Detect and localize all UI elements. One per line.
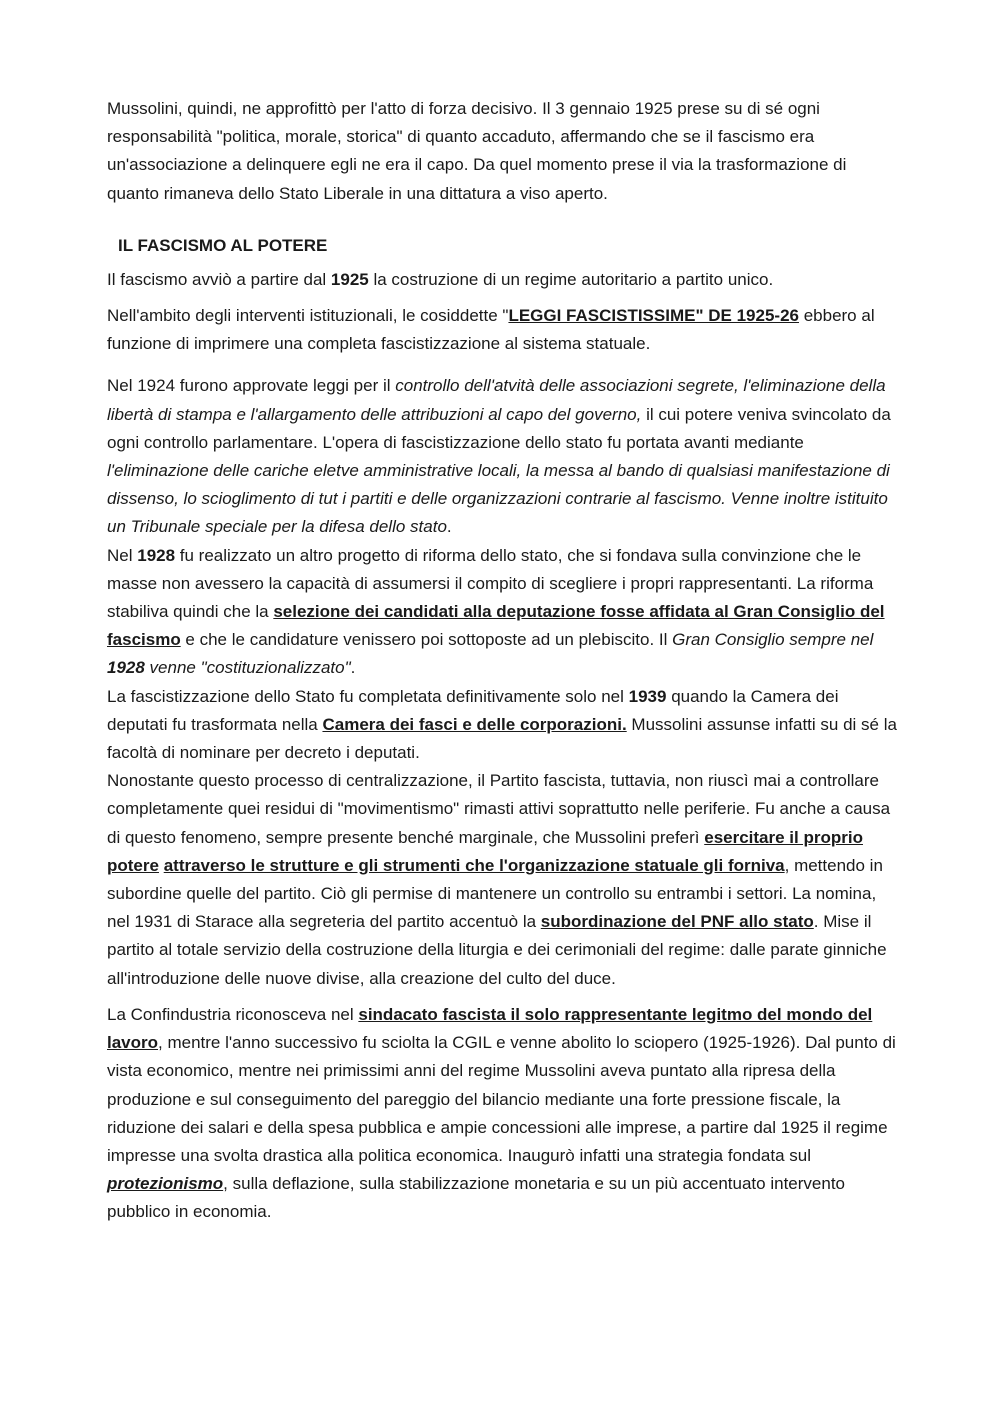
underlined-term: Camera dei fasci e delle corporazioni. (322, 714, 627, 734)
paragraph-1939-camera: La fascistizzazione dello Stato fu completata definitivamente solo nel 1939 quando la Camera dei deputati fu trasformata nella Camera dei fasci e delle corporazioni. Mussolini assunse infatti su di sé la facoltà di nominare per decreto i deputati. (107, 686, 897, 763)
underlined-term: esercitare il proprio potere (107, 827, 863, 875)
underlined-term: subordinazione del PNF allo stato (540, 912, 814, 932)
paragraph-leggi-fascistissime: Nell'ambito degli interventi istituzionali, le cosiddette "LEGGI FASCISTISSIME" DE 1925-26 ebbero al funzione di imprimere una completa fascistizzazione al sistema statuale. (107, 306, 875, 354)
paragraph-movimentismo: Nonostante questo processo di centralizzazione, il Partito fascista, tuttavia, non riuscì mai a controllare completamente quei residui di "movimentismo" rimasti attivi soprattutto nelle periferie. Fu anche a causa di questo fenomeno, sempre presente benché marginale, che Mussolini preferì esercitare il proprio potere attraverso le strutture e gli strumenti che l'organizzazione statuale gli forniva, mettendo in subordine quelle del partito. Ciò gli permise di mantenere un controllo su entrambi i settori. La nomina, nel 1931 di Starace alla segreteria del partito accentuò la subordinazione del PNF allo stato. Mise il partito al totale servizio della costruzione della liturgia e dei cerimoniali del regime: dalle parate ginniche all'introduzione delle nuove divise, alla creazione del culto del duce. (107, 771, 891, 988)
section-heading: IL FASCISMO AL POTERE (118, 235, 328, 255)
paragraph-economia: La Confindustria riconosceva nel sindacato fascista il solo rappresentante legitmo del mondo del lavoro, mentre l'anno successivo fu sciolta la CGIL e venne abolito lo sciopero (1925-1926). Dal punto di vista economico, mentre nei primissimi anni del regime Mussolini aveva puntato alla ripresa della produzione e sul conseguimento del pareggio del bilancio mediante una forte pressione fiscale, la riduzione dei salari e della spesa pubblica e ampie concessioni alle imprese, a partire dal 1925 il regime impresse una svolta drastica alla politica economica. Inaugurò infatti una strategia fondata sul protezionismo, sulla deflazione, sulla stabilizzazione monetaria e su un più accentuato intervento pubblico in economia. (107, 1004, 896, 1222)
document-page (107, 95, 902, 1227)
paragraph-regime: Il fascismo avviò a partire dal 1925 la costruzione di un regime autoritario a partito unico. (107, 269, 774, 289)
underlined-term: selezione dei candidati alla deputazione fosse affidata al Gran Consiglio del fascismo (107, 602, 885, 650)
paragraph-intro: Mussolini, quindi, ne approfittò per l'atto di forza decisivo. Il 3 gennaio 1925 prese su di sé ogni responsabilità "politica, morale, storica" di quanto accaduto, affermando che se il fascismo era un'associazione a delinquere egli ne era il capo. Da quel momento prese il via la trasformazione di quanto rimaneva dello Stato Liberale in una dittatura a viso aperto. (107, 99, 847, 203)
underlined-term: attraverso le strutture e gli strumenti che l'organizzazione statuale gli forniva (163, 855, 785, 875)
underlined-term: protezionismo (107, 1174, 224, 1194)
paragraph-1928-reform: Nel 1928 fu realizzato un altro progetto di riforma dello stato, che si fondava sulla convinzione che le masse non avessero la capacità di assumersi il compito di scegliere i propri rappresentanti. La riforma stabiliva quindi che la selezione dei candidati alla deputazione fosse affidata al Gran Consiglio del fascismo e che le candidature venissero poi sottoposte ad un plebiscito. Il Gran Consiglio sempre nel 1928 venne "costituzionalizzato". (107, 545, 885, 678)
underlined-term: LEGGI FASCISTISSIME" DE 1925-26 (508, 306, 799, 326)
paragraph-1924-laws: Nel 1924 furono approvate leggi per il controllo dell'atvità delle associazioni segrete, l'eliminazione della libertà di stampa e l'allargamento delle attribuzioni al capo del governo, il cui potere veniva svincolato da ogni controllo parlamentare. L'opera di fascistizzazione dello stato fu portata avanti mediante l'eliminazione delle cariche eletve amministrative locali, la messa al bando di qualsiasi manifestazione di dissenso, lo scioglimento di tut i partiti e delle organizzazioni contrarie al fascismo. Venne inoltre istituito un Tribunale speciale per la difesa dello stato. (107, 376, 891, 537)
underlined-term: sindacato fascista il solo rappresentante legitmo del mondo del lavoro (107, 1004, 873, 1053)
